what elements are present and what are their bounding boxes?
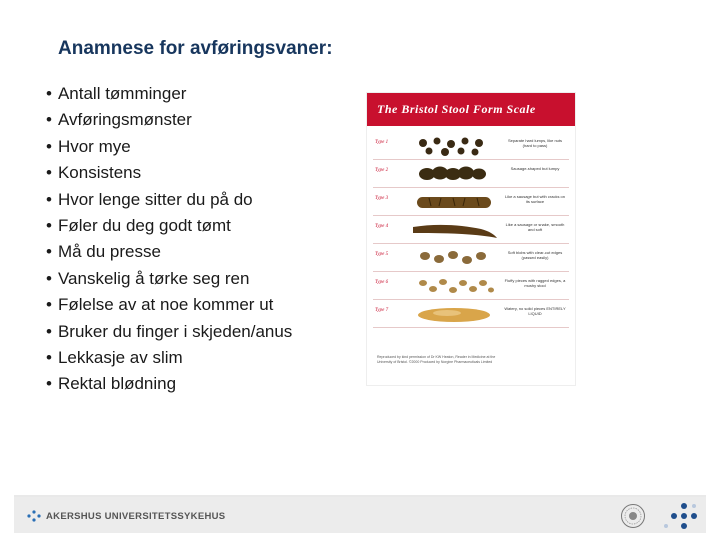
bullet-item: • Må du presse	[46, 239, 292, 265]
stool-type-5-illustration	[407, 247, 501, 269]
bullet-item: • Rektal blødning	[46, 371, 292, 397]
bristol-row	[373, 273, 569, 300]
bullet-item: • Bruker du finger i skjeden/anus	[46, 319, 292, 345]
bullet-item: • Konsistens	[46, 160, 292, 186]
bullet-item: • Avføringsmønster	[46, 107, 292, 133]
university-seal-icon	[620, 503, 646, 529]
slide-title: Anamnese for avføringsvaner:	[58, 38, 333, 59]
bristol-stool-chart-image	[366, 92, 576, 386]
stool-type-3-illustration	[407, 191, 501, 213]
bristol-row-desc: Sausage-shaped but lumpy	[510, 166, 560, 171]
bullet-item: • Følelse av at noe kommer ut	[46, 292, 292, 318]
anamnesis-bullet-list	[46, 81, 292, 398]
stool-type-7-illustration	[407, 303, 501, 325]
stool-type-4-illustration	[407, 219, 501, 241]
bullet-item: • Hvor mye	[46, 134, 292, 160]
bristol-row-type: Type 1	[375, 140, 389, 145]
stool-type-6-illustration	[407, 275, 501, 297]
bristol-row-type: Type 2	[375, 168, 389, 173]
bristol-row-desc: Fluffy pieces with ragged edges, a mushy stool	[504, 278, 566, 288]
hospital-logo	[26, 509, 225, 523]
bristol-row-type: Type 5	[375, 252, 389, 257]
stool-type-2-illustration	[407, 163, 501, 185]
bristol-row-type: Type 3	[375, 196, 389, 201]
bristol-row	[373, 133, 569, 160]
bristol-chart-title: The Bristol Stool Form Scale	[367, 93, 575, 126]
bullet-item: • Hvor lenge sitter du på do	[46, 187, 292, 213]
bristol-row	[373, 217, 569, 244]
bristol-row	[373, 189, 569, 216]
bristol-row-type: Type 7	[375, 308, 389, 313]
bullet-item: • Lekkasje av slim	[46, 345, 292, 371]
hospital-logo-icon	[26, 509, 42, 523]
bristol-row-desc: Like a sausage or snake, smooth and soft	[505, 222, 565, 232]
bristol-row-desc: Watery, no solid pieces ENTIRELY LIQUID	[504, 306, 566, 316]
bristol-row	[373, 301, 569, 328]
bristol-row	[373, 161, 569, 188]
bristol-row-desc: Separate hard lumps, like nuts (hard to pass)	[507, 138, 563, 148]
hospital-name: AKERSHUS UNIVERSITETSSYKEHUS	[46, 510, 226, 522]
bullet-item: • Vanskelig å tørke seg ren	[46, 266, 292, 292]
bristol-row-type: Type 4	[375, 224, 389, 229]
bullet-item: • Føler du deg godt tømt	[46, 213, 292, 239]
stool-type-1-illustration	[407, 135, 501, 157]
bullet-item: • Antall tømminger	[46, 81, 292, 107]
decorative-dots-icon	[660, 500, 700, 532]
bristol-row-type: Type 6	[375, 280, 389, 285]
bristol-row-desc: Like a sausage but with cracks on its surface	[504, 194, 566, 204]
bristol-row	[373, 245, 569, 272]
bristol-chart-footnote: Reproduced by kind permission of Dr KW Heaton, Reader in Medicine at the University of Bristol. ©2000 Produced by Norgine Pharmaceuticals Limited	[377, 355, 496, 364]
bristol-row-desc: Soft blobs with clear-cut edges (passed easily)	[507, 250, 563, 260]
